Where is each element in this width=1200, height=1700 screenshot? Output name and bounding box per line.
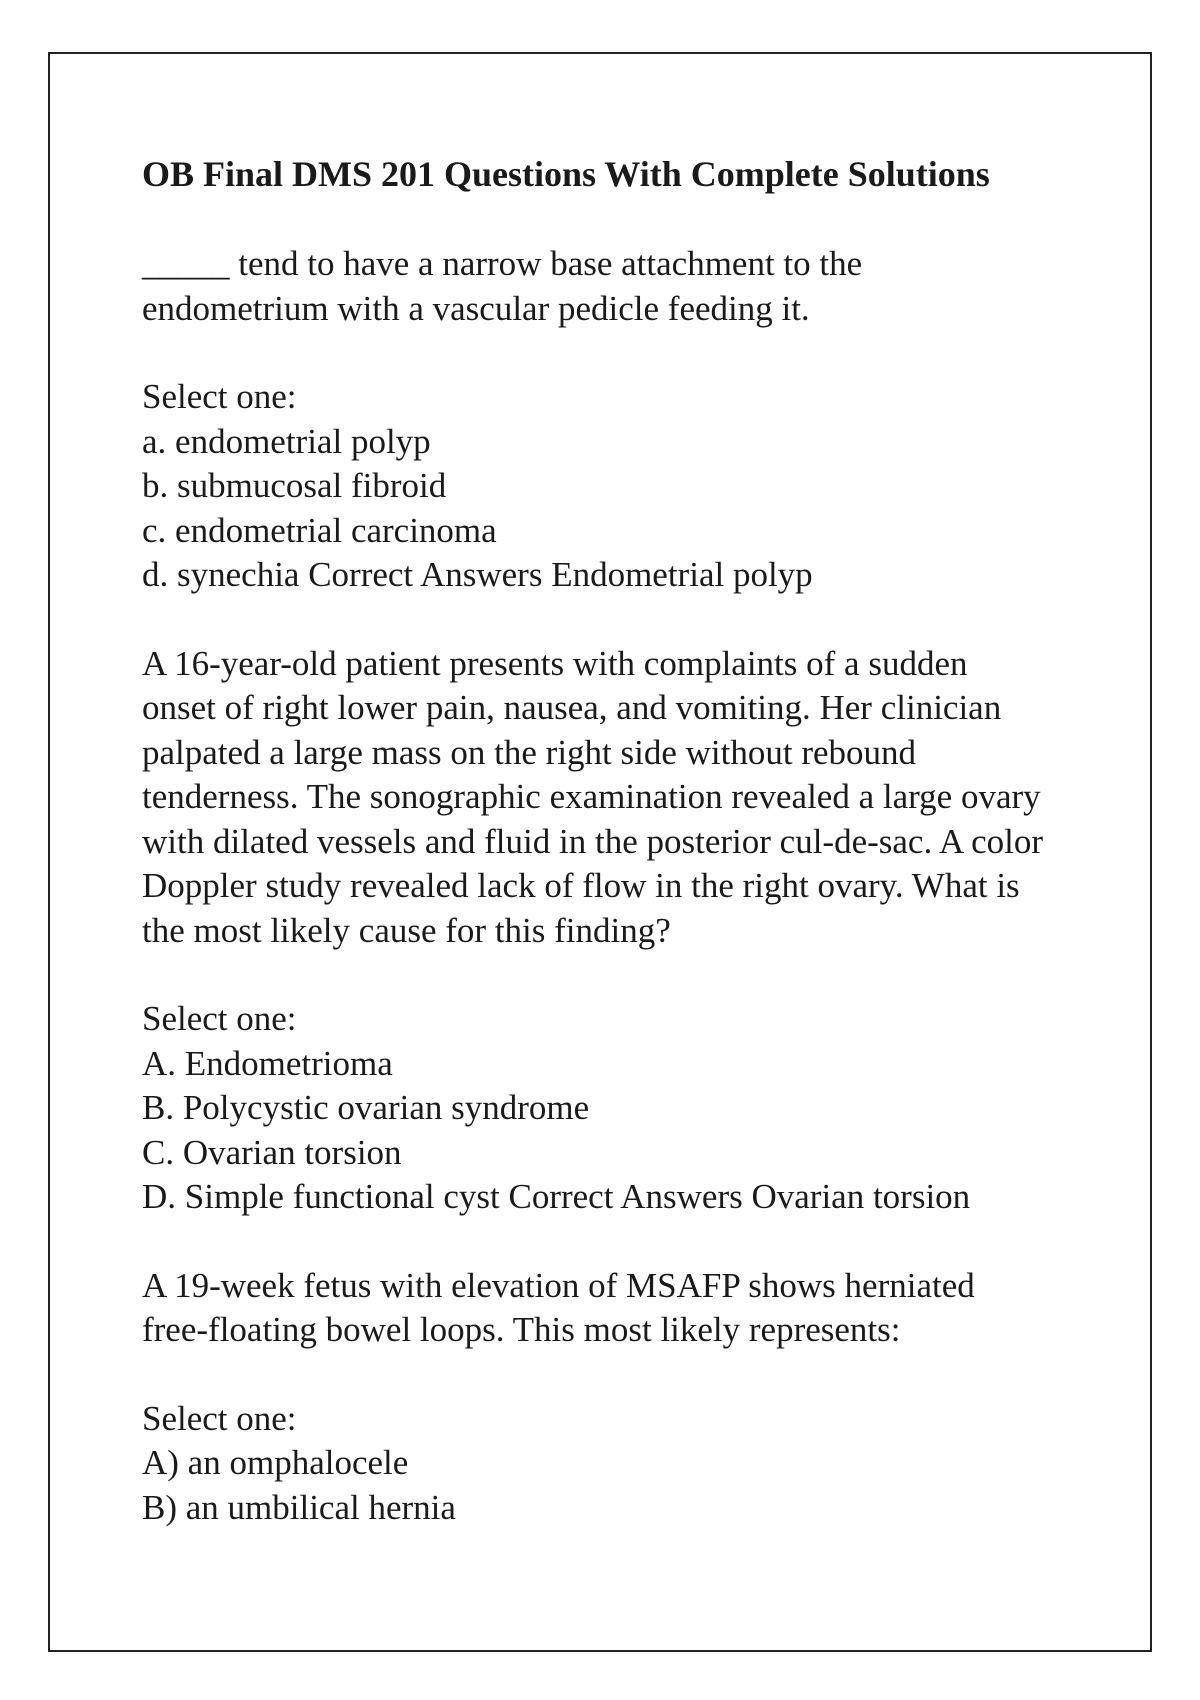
option-item-with-answer: d. synechia Correct Answers Endometrial polyp <box>142 555 813 594</box>
stem-line: onset of right lower pain, nausea, and vomiting. Her clinician <box>142 688 1002 727</box>
document-title: OB Final DMS 201 Questions With Complete Solutions <box>142 154 990 194</box>
option-item: B) an umbilical hernia <box>142 1487 456 1527</box>
question-stem <box>142 1264 1082 1353</box>
answer-options <box>142 375 1082 598</box>
stem-line: the most likely cause for this finding? <box>142 910 671 950</box>
option-item: a. endometrial polyp <box>142 421 431 461</box>
answer-options <box>142 997 1082 1220</box>
question-3 <box>142 1264 1082 1531</box>
stem-line: palpated a large mass on the right side without rebound <box>142 732 917 772</box>
question-2 <box>142 642 1082 1220</box>
stem-line: with dilated vessels and fluid in the posterior cul-de-sac. A color <box>142 821 1044 861</box>
stem-line: A 19-week fetus with elevation of MSAFP shows herniated <box>142 1265 975 1305</box>
option-item: b. submucosal fibroid <box>142 466 447 505</box>
stem-line: A 16-year-old patient presents with complaints of a sudden <box>142 643 968 683</box>
select-prompt: Select one: <box>142 377 297 416</box>
question-1 <box>142 242 1082 598</box>
option-item: A. Endometrioma <box>142 1043 393 1083</box>
option-item-with-answer: D. Simple functional cyst Correct Answers Ovarian torsion <box>142 1177 971 1216</box>
stem-line: Doppler study revealed lack of flow in the right ovary. What is <box>142 866 1020 905</box>
select-prompt: Select one: <box>142 999 297 1038</box>
question-stem <box>142 242 1082 331</box>
stem-line: tenderness. The sonographic examination revealed a large ovary <box>142 777 1041 816</box>
option-item: c. endometrial carcinoma <box>142 510 497 550</box>
stem-line: _____ tend to have a narrow base attachment to the <box>142 244 863 283</box>
stem-line: endometrium with a vascular pedicle feeding it. <box>142 288 810 328</box>
answer-options <box>142 1397 1082 1531</box>
question-stem <box>142 642 1082 954</box>
document-content <box>142 152 1082 1530</box>
option-item: C. Ovarian torsion <box>142 1132 402 1172</box>
stem-line: free-floating bowel loops. This most likely represents: <box>142 1310 901 1349</box>
select-prompt: Select one: <box>142 1398 297 1438</box>
option-item: A) an omphalocele <box>142 1443 409 1482</box>
option-item: B. Polycystic ovarian syndrome <box>142 1088 590 1127</box>
